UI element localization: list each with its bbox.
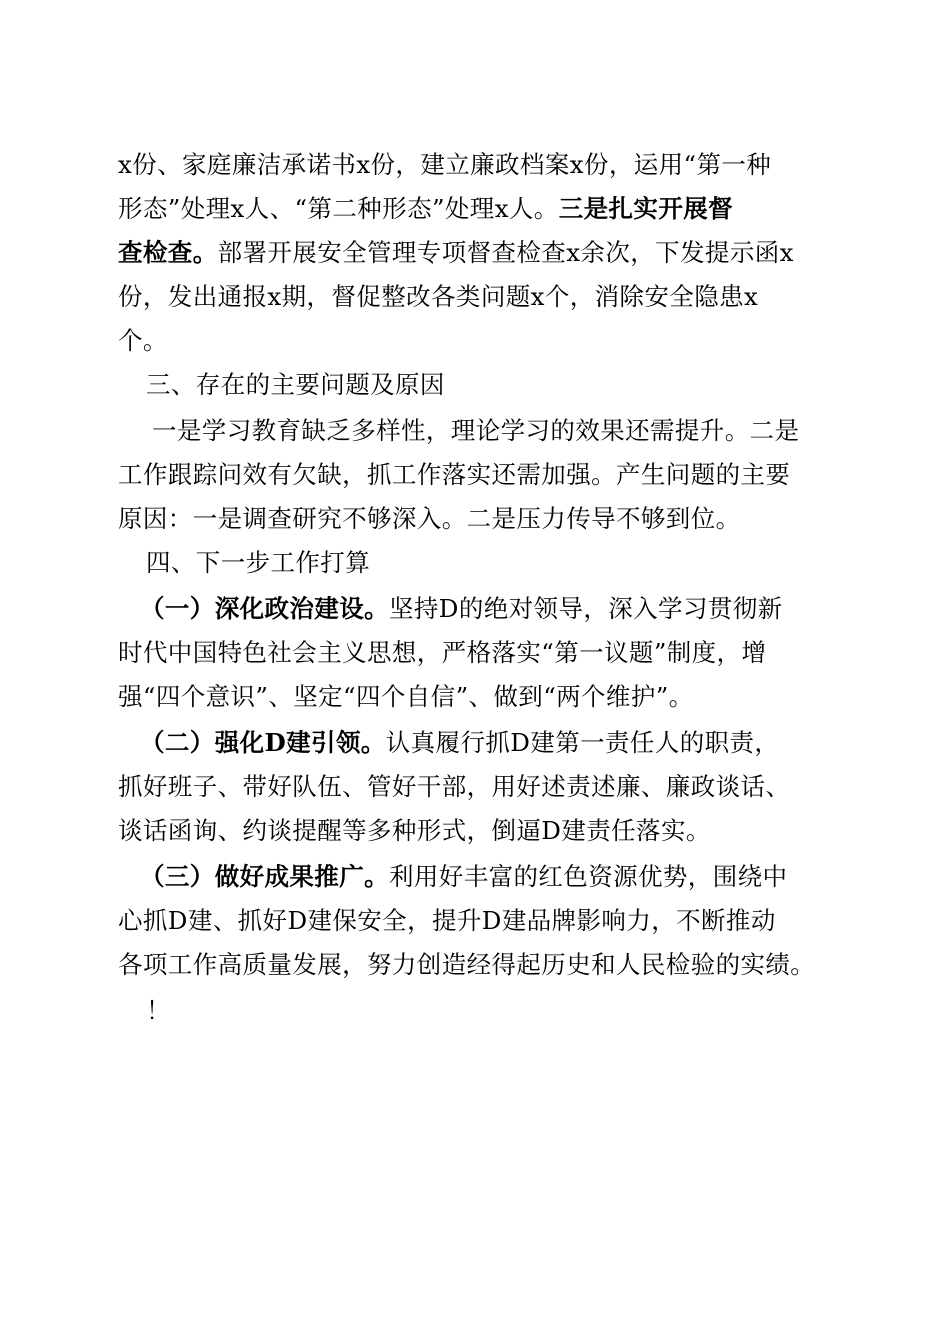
subheading-text: （一）深化政治建设。 <box>140 594 389 623</box>
body-text: ！ <box>146 996 171 1025</box>
body-line <box>118 950 815 980</box>
body-text: 时代中国特色社会主义思想，严格落实“第一议题”制度，增 <box>118 638 767 667</box>
body-line <box>118 772 790 802</box>
body-line <box>118 194 733 224</box>
body-line <box>118 906 776 936</box>
body-text: 强“四个意识”、坚定“四个自信”、做到“两个维护”。 <box>118 682 694 711</box>
subheading-text: （三）做好成果推广。 <box>140 862 389 891</box>
body-line <box>140 862 787 892</box>
body-line <box>118 150 771 180</box>
body-line <box>118 816 711 846</box>
body-text: 形态”处理x人、“第二种形态”处理x人。 <box>118 194 559 223</box>
body-text: 谈话函询、约谈提醒等多种形式，倒逼D建责任落实。 <box>118 816 711 845</box>
body-line <box>118 460 790 490</box>
body-text: 个。 <box>118 326 168 355</box>
body-text: 心抓D建、抓好D建保安全，提升D建品牌影响力，不断推动 <box>118 906 776 935</box>
body-line <box>118 504 741 534</box>
bold-lead-text: 三是扎实开展督 <box>558 194 734 223</box>
body-line <box>140 594 783 624</box>
body-text: 各项工作高质量发展，努力创造经得起历史和人民检验的实绩。 <box>118 950 816 979</box>
body-line <box>118 238 794 268</box>
body-text: 认真履行抓D建第一责任人的职责， <box>385 728 780 757</box>
body-line <box>118 638 766 668</box>
section-heading <box>146 370 445 400</box>
bold-lead-text: 查检查。 <box>118 238 218 267</box>
body-line <box>118 326 168 356</box>
body-text: 坚持D的绝对领导，深入学习贯彻新 <box>389 594 783 623</box>
body-text: 一是学习教育缺乏多样性，理论学习的效果还需提升。二是 <box>152 416 800 445</box>
body-text: 原因：一是调查研究不够深入。二是压力传导不够到位。 <box>118 504 741 533</box>
body-text: 工作跟踪问效有欠缺，抓工作落实还需加强。产生问题的主要 <box>118 460 791 489</box>
body-text: 抓好班子、带好队伍、管好干部，用好述责述廉、廉政谈话、 <box>118 772 791 801</box>
body-line <box>118 682 694 712</box>
body-line <box>140 728 779 758</box>
section-heading-text: 四、下一步工作打算 <box>146 548 371 577</box>
body-line <box>118 282 758 312</box>
body-text: 部署开展安全管理专项督查检查x余次，下发提示函x <box>217 238 794 267</box>
section-heading-text: 三、存在的主要问题及原因 <box>146 370 445 399</box>
body-text: 利用好丰富的红色资源优势，围绕中 <box>389 862 788 891</box>
body-text: x份、家庭廉洁承诺书x份，建立廉政档案x份，运用“第一种 <box>118 150 772 179</box>
body-text: 份，发出通报x期，督促整改各类问题x个，消除安全隐患x <box>118 282 759 311</box>
section-heading <box>146 548 370 578</box>
subheading-text: （二）强化D建引领。 <box>140 728 386 757</box>
body-line <box>146 996 171 1026</box>
body-line <box>152 416 799 446</box>
